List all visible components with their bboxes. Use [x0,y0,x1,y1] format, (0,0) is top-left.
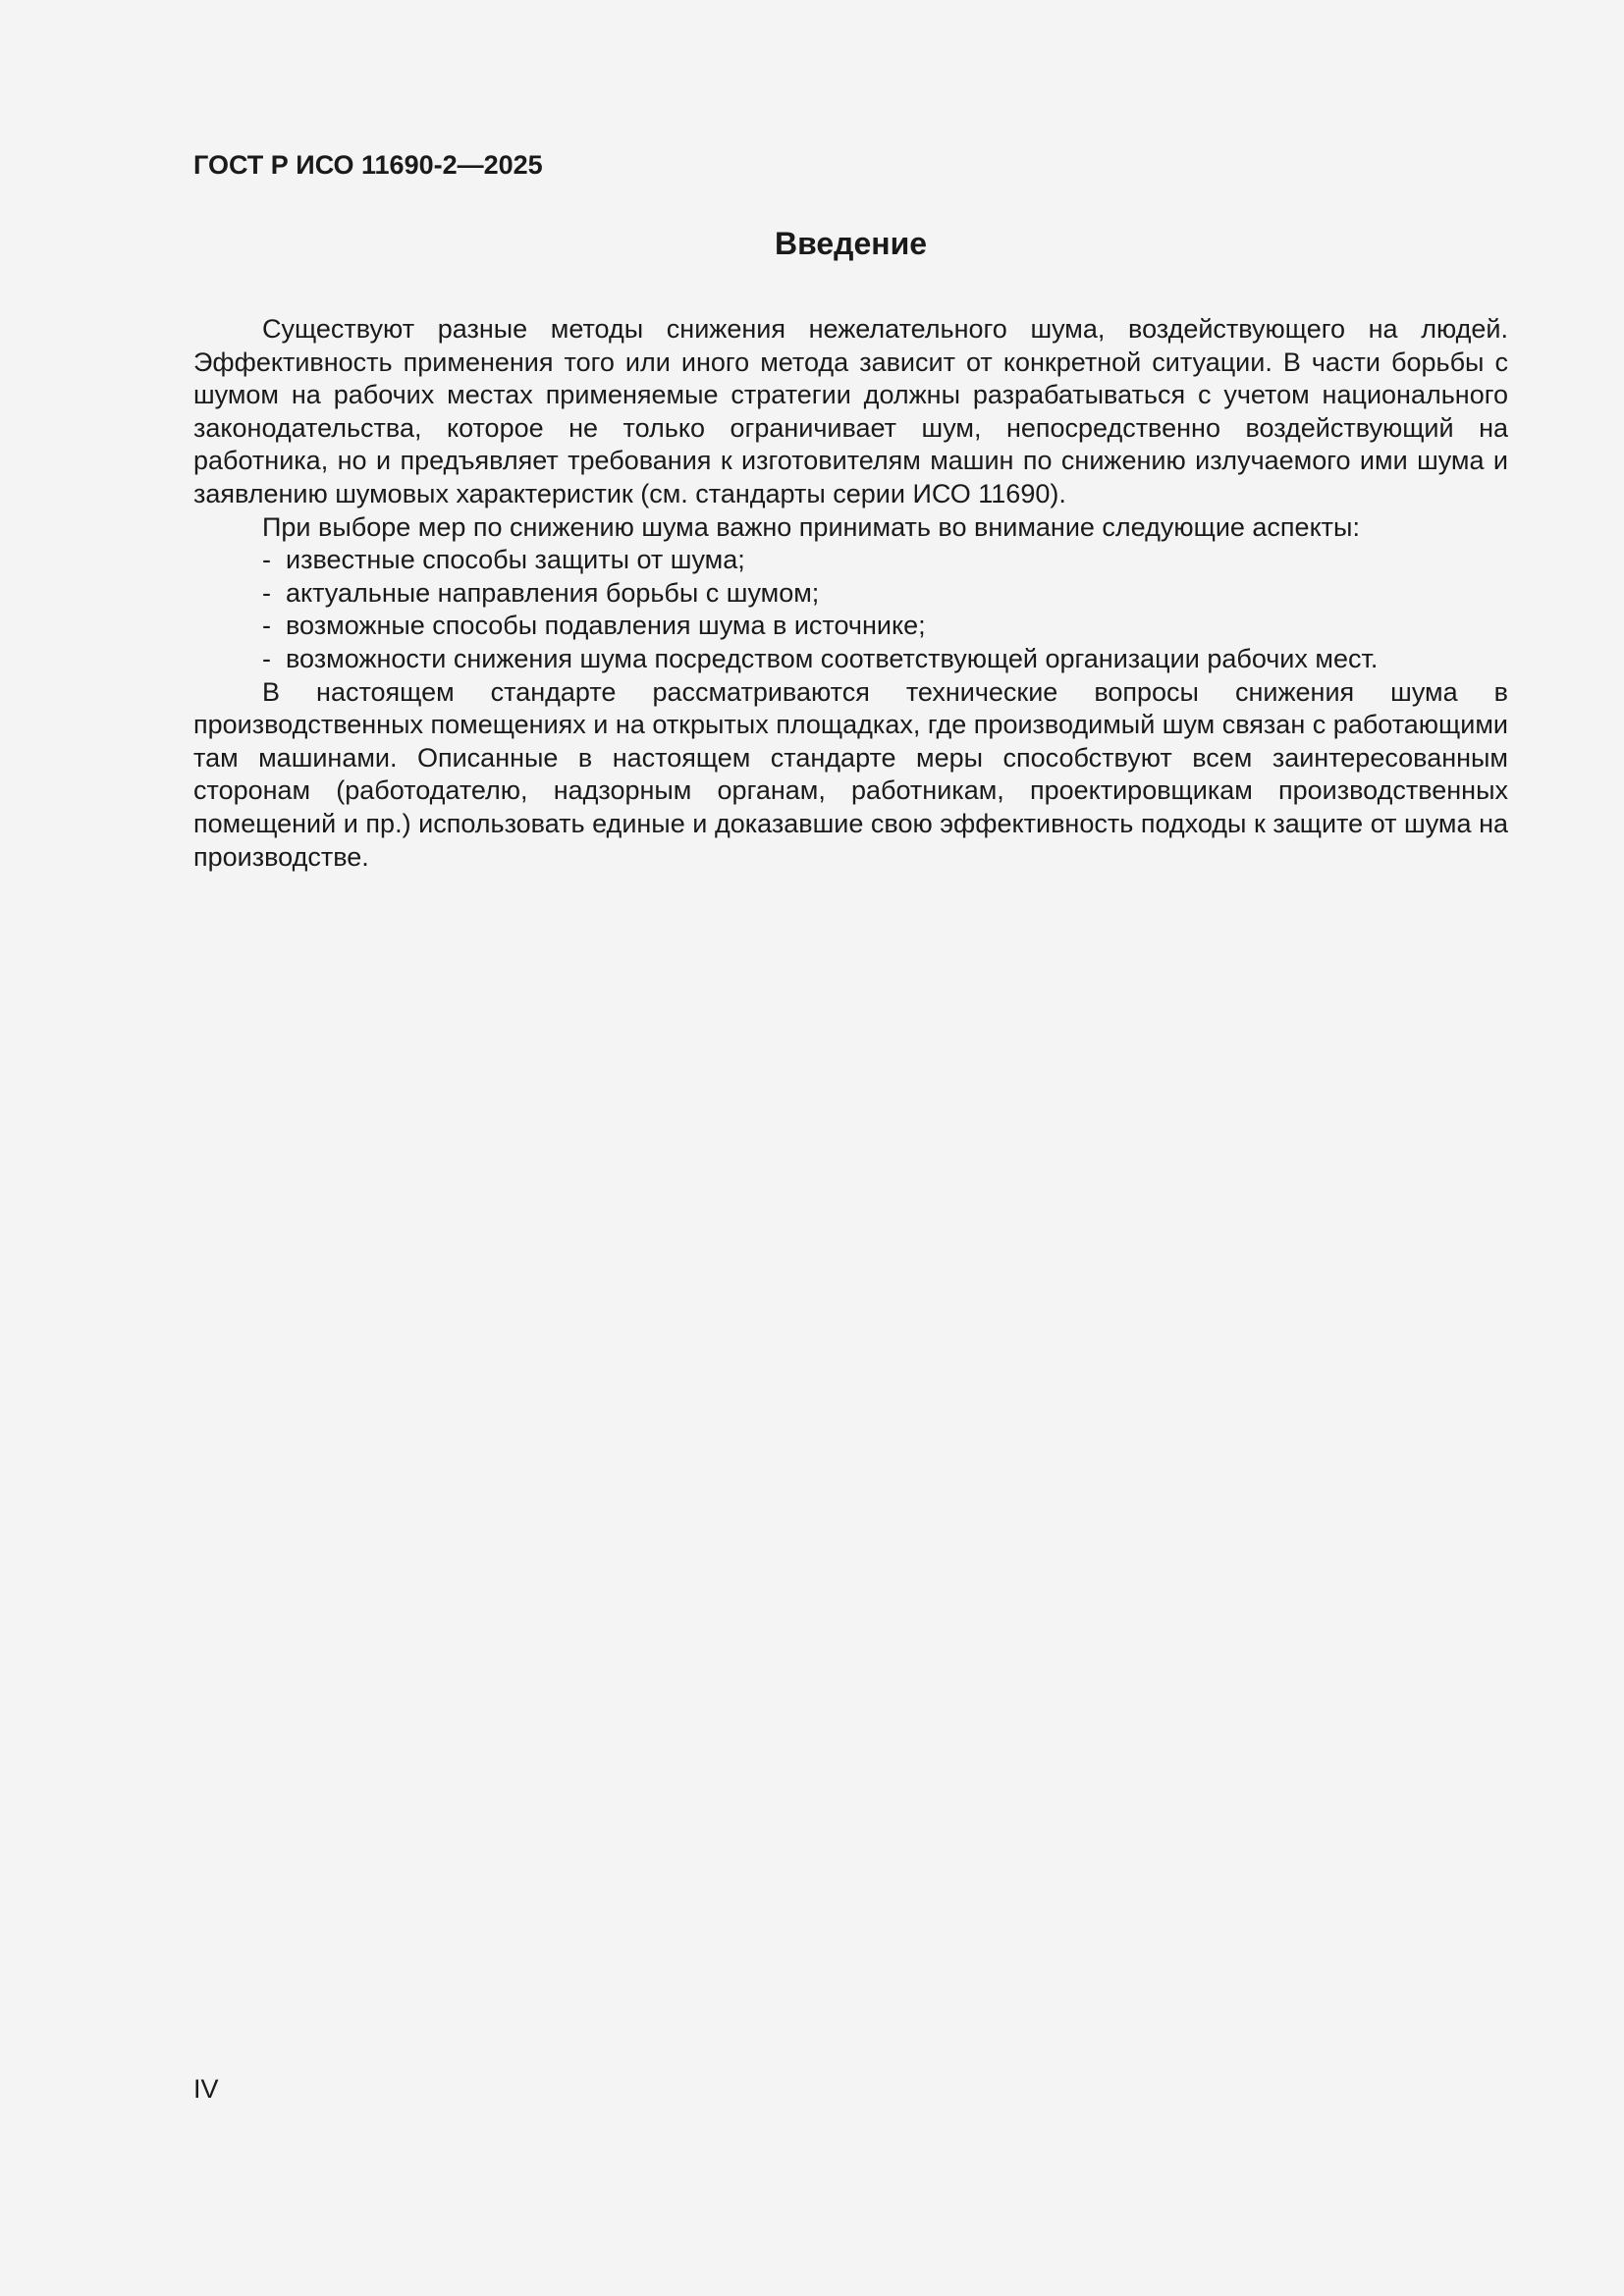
list-item-text: возможные способы подавления шума в источнике; [286,611,926,641]
list-item [193,544,1508,577]
page-number: IV [193,2074,219,2104]
body-text [193,313,1508,874]
list-marker: - [262,611,271,641]
document-code-header: ГОСТ Р ИСО 11690-2—2025 [193,150,543,180]
list-marker: - [262,545,271,575]
section-title: Введение [774,226,928,261]
list-item [193,643,1508,676]
list-item [193,610,1508,643]
list-marker: - [262,643,271,673]
list-item-text: возможности снижения шума посредством соответствующей организации рабочих мест. [286,643,1379,673]
list-item-text: известные способы защиты от шума; [286,545,745,575]
aspects-list [193,544,1508,675]
list-item-text: актуальные направления борьбы с шумом; [286,577,820,608]
list-item [193,577,1508,611]
paragraph-2: При выборе мер по снижению шума важно принимать во внимание следующие аспекты: [262,511,1360,542]
paragraph-3: В настоящем стандарте рассматриваются технические вопросы снижения шума в производственных помещениях и на открытых площадках, где производимый шум связан с работающими там машинами. Описанные в настоящем стандарте меры способствуют всем заинтересованным сторонам (работодателю, надзорным органам, работникам, проектировщикам производственных помещений и пр.) использовать единые и доказавшие свою эффективность подходы к защите от шума на производстве. [193,676,1508,872]
list-marker: - [262,577,271,608]
paragraph-1: Существуют разные методы снижения нежелательного шума, воздействующего на людей. Эффективность применения того или иного метода зависит от конкретной ситуации. В части борьбы с шумом на рабочих местах применяемые стратегии должны разрабатываться с учетом национального законодательства, которое не только ограничивает шум, непосредственно воздействующий на работника, но и предъявляет требования к изготовителям машин по снижению излучаемого ими шума и заявлению шумовых характеристик (см. стандарты серии ИСО 11690). [193,314,1508,508]
